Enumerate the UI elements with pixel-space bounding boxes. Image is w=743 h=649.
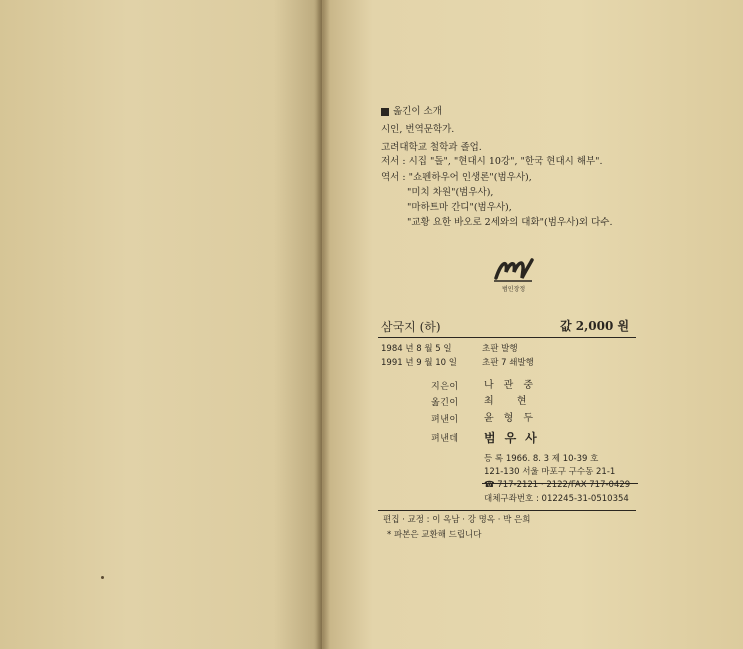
edition-label: 초판 7 쇄발행 bbox=[482, 358, 534, 368]
logo-caption: 범인장정 bbox=[502, 286, 526, 293]
edition-date: 1984 년 8 월 5 일 bbox=[381, 344, 452, 354]
publisher-name: 범우사 bbox=[484, 431, 546, 445]
bio-line: 저서 : 시집 "돌", "현대시 10강", "한국 현대시 해부". bbox=[381, 156, 603, 167]
registration-line: ☎ 717-2121 · 2122/FAX 717-0429 bbox=[484, 480, 631, 490]
credit-name: 최 현 bbox=[484, 396, 537, 407]
credit-role: 펴낸데 bbox=[431, 434, 459, 444]
credit-role: 펴낸이 bbox=[431, 415, 459, 425]
divider bbox=[378, 510, 636, 511]
edition-date: 1991 년 9 월 10 일 bbox=[381, 358, 457, 368]
bio-line: "교황 요한 바오로 2세와의 대화"(범우사)외 다수. bbox=[407, 217, 613, 228]
paper-speck bbox=[101, 576, 104, 579]
bio-line: "마하트마 간디"(범우사), bbox=[407, 202, 512, 213]
bio-line: "미치 차원"(범우사), bbox=[407, 187, 494, 198]
publisher-logo-icon bbox=[492, 256, 536, 284]
bio-heading: 옮긴이 소개 bbox=[381, 107, 442, 117]
bio-line: 시인, 번역문학가. bbox=[381, 124, 455, 135]
edition-label: 초판 발행 bbox=[482, 344, 518, 354]
credit-role: 지은이 bbox=[431, 382, 459, 392]
registration-line: 등 록 1966. 8. 3 제 10-39 호 bbox=[484, 454, 599, 464]
credit-role: 옮긴이 bbox=[431, 398, 459, 408]
defect-notice: * 파본은 교환해 드립니다 bbox=[387, 530, 482, 540]
divider bbox=[378, 337, 636, 338]
bio-line: 고려대학교 철학과 졸업. bbox=[381, 142, 482, 153]
book-price: 값 2,000 원 bbox=[560, 319, 630, 333]
editor-credit: 편집 · 교정 : 이 옥남 · 강 명옥 · 박 은희 bbox=[383, 515, 531, 525]
square-bullet-icon bbox=[381, 108, 389, 116]
book-title: 삼국지 (하) bbox=[381, 320, 441, 334]
registration-line: 대체구좌번호 : 012245-31-0510354 bbox=[484, 494, 629, 504]
bio-line: 역서 : "쇼펜하우어 인생론"(범우사), bbox=[381, 172, 532, 183]
credit-name: 나관중 bbox=[484, 380, 543, 391]
registration-line: 121-130 서울 마포구 구수동 21-1 bbox=[484, 467, 616, 477]
left-page bbox=[0, 0, 322, 649]
book-gutter bbox=[316, 0, 330, 649]
credit-name: 윤형두 bbox=[484, 413, 543, 424]
